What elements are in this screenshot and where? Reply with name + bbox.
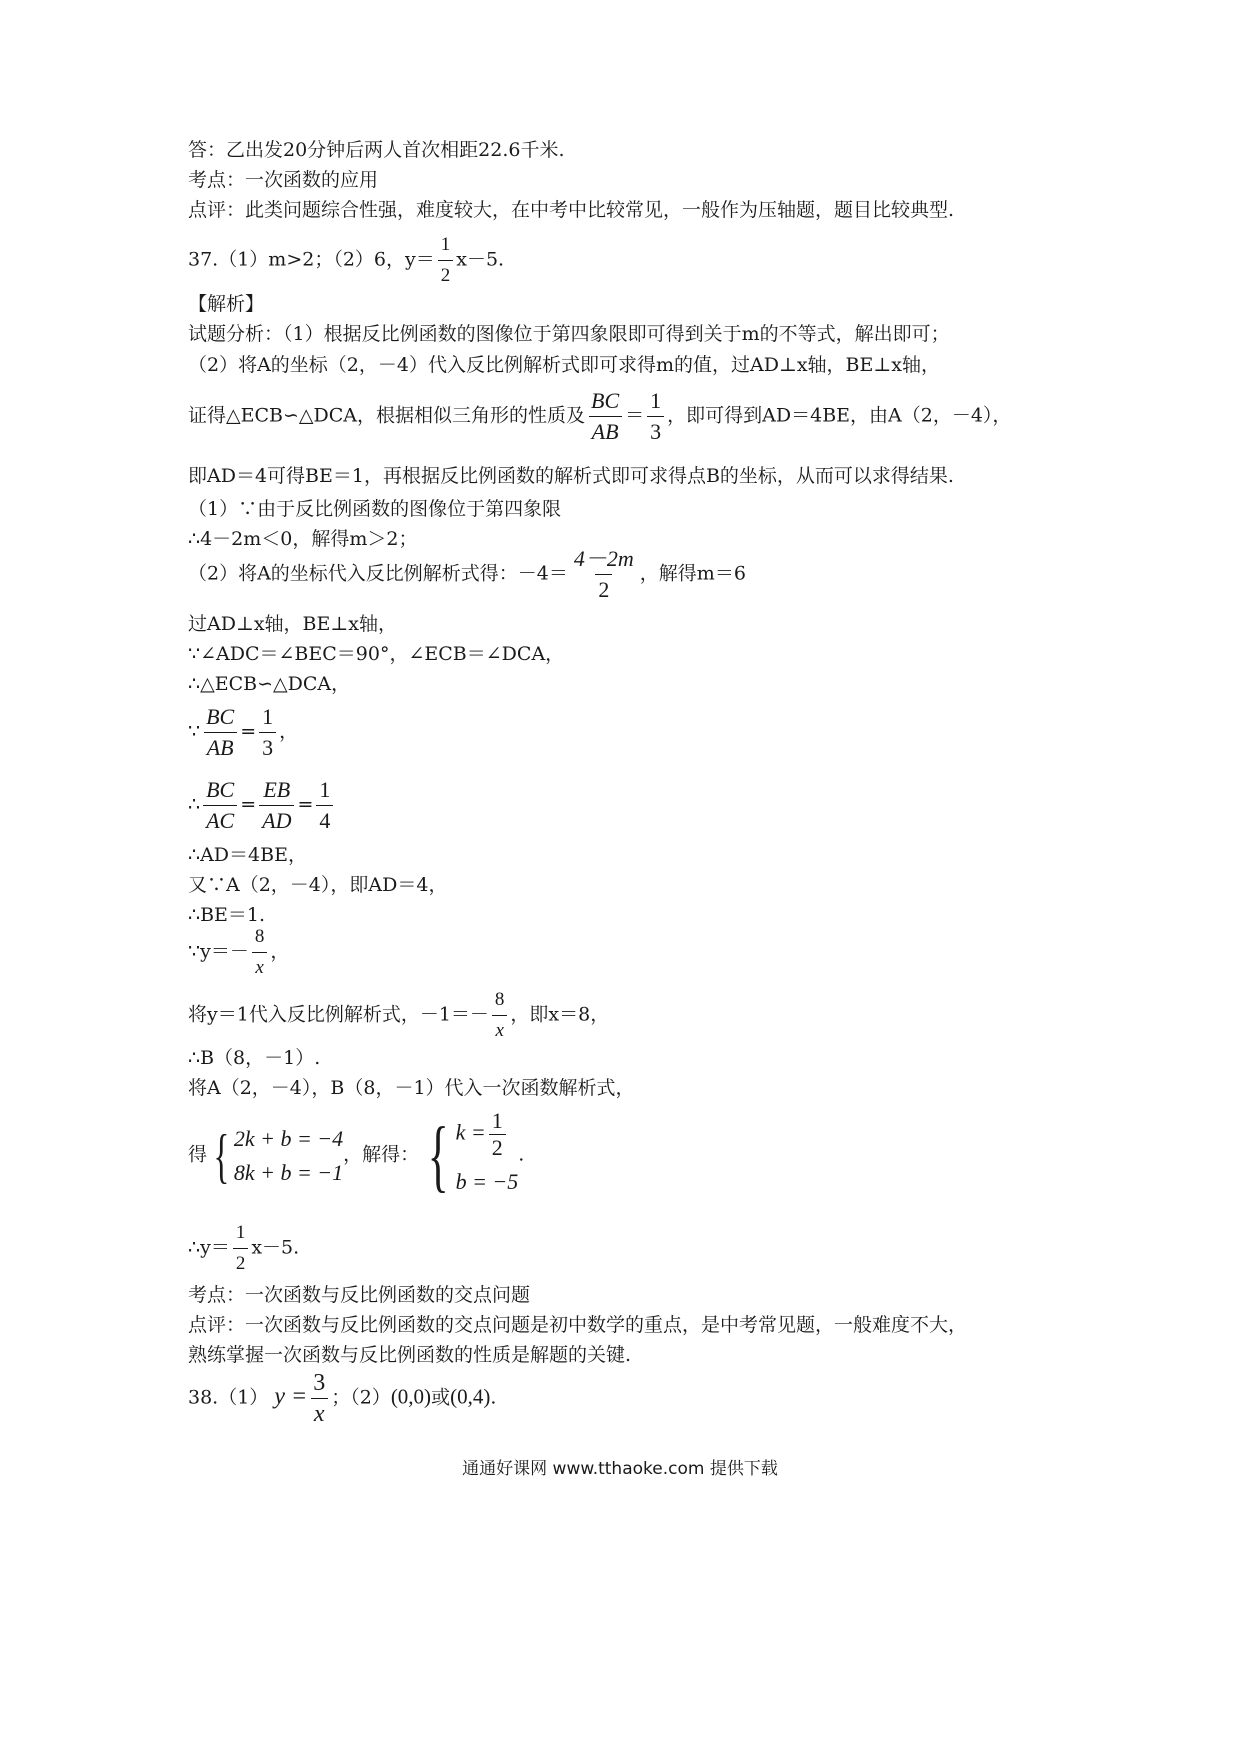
fraction-3-x [310, 1368, 328, 1429]
denominator: 2 [233, 1248, 249, 1279]
numerator: 1 [319, 777, 331, 802]
brace: { [427, 1111, 449, 1200]
point-1: (0,0) [390, 1384, 432, 1409]
denominator: AB [589, 416, 622, 447]
equals: = [240, 720, 257, 743]
denominator: 4 [316, 805, 333, 836]
equation-2: 8k + b = −1 [233, 1159, 344, 1185]
denominator: x [492, 1015, 506, 1046]
point-2: (0,4) [450, 1384, 491, 1409]
numerator: BC [206, 777, 235, 802]
fraction-bc-ab [588, 386, 622, 447]
denominator: 3 [647, 416, 664, 447]
solution-text-end: ，即x＝8， [510, 1003, 610, 1026]
q38-text: 38.（1） [188, 1386, 269, 1409]
fraction-one-third [647, 386, 664, 447]
solution-text: （2）将A的坐标代入反比例解析式得：－4＝ [188, 562, 568, 585]
kaodian-line-2: 考点：一次函数与反比例函数的交点问题 [188, 1284, 531, 1306]
q37-answer [188, 230, 504, 291]
denominator: x [252, 952, 266, 983]
dianping-line: 点评：此类问题综合性强，难度较大，在中考中比较常见，一般作为压轴题，题目比较典型. [188, 199, 955, 221]
q37-text: 37.（1）m>2；（2）6，y＝ [188, 248, 435, 271]
solution-b: b = −5 [455, 1169, 519, 1194]
solution-text-end: x－5. [251, 1236, 300, 1259]
solution-line-16 [188, 1108, 524, 1203]
q37-text-end: x－5. [456, 248, 505, 271]
fraction-bc-ab [203, 702, 237, 763]
or-word: 或 [431, 1386, 451, 1409]
fraction-half [233, 1218, 249, 1279]
equation-1: 2k + b = −4 [233, 1125, 344, 1151]
numerator: 8 [254, 926, 265, 947]
fraction-bc-ac [203, 775, 237, 836]
solution-line-5: ∵∠ADC＝∠BEC＝90°，∠ECB＝∠DCA， [188, 643, 565, 665]
fraction-half [438, 230, 454, 291]
brace: { [213, 1122, 230, 1189]
solution-line-6: ∴△ECB∽△DCA， [188, 673, 351, 695]
solution-line-3 [188, 544, 746, 605]
solution-line-10: 又∵A（2，－4），即AD＝4， [188, 874, 448, 896]
solution-text-mid: ，解得： [343, 1143, 420, 1166]
fraction-8-x [492, 985, 508, 1046]
denominator: 2 [595, 574, 612, 605]
fraction-half [489, 1108, 506, 1161]
equals: = [240, 793, 257, 816]
equals: ＝ [625, 404, 645, 427]
denominator: AD [259, 805, 294, 836]
fraction-4-2m [571, 544, 637, 605]
solution-line-15: 将A（2，－4），B（8，－1）代入一次函数解析式， [188, 1077, 635, 1099]
kaodian-line: 考点：一次函数的应用 [188, 169, 379, 191]
k-label: k = [455, 1119, 486, 1145]
dianping-line-2: 点评：一次函数与反比例函数的交点问题是初中数学的重点，是中考常见题，一般难度不大， [188, 1314, 968, 1336]
solution-line-4: 过AD⊥x轴，BE⊥x轴， [188, 613, 397, 635]
numerator: 1 [650, 388, 662, 413]
denominator: x [311, 1398, 328, 1429]
analysis-text: 证得△ECB∽△DCA，根据相似三角形的性质及 [188, 404, 586, 427]
numerator: EB [263, 777, 291, 802]
fraction-one-third [259, 702, 276, 763]
numerator: BC [591, 388, 620, 413]
solution-text: 将y＝1代入反比例解析式，－1＝－ [188, 1003, 489, 1026]
jiexi-heading: 【解析】 [188, 293, 265, 315]
fraction-eb-ad [259, 775, 294, 836]
period: . [518, 1143, 525, 1166]
answer-line: 答：乙出发20分钟后两人首次相距22.6千米. [188, 139, 565, 161]
q38-answer [188, 1368, 496, 1429]
fraction-8-x [252, 922, 268, 983]
solution-text: 得 [188, 1143, 208, 1166]
denominator: 2 [438, 260, 454, 291]
solution-line-8 [188, 775, 336, 836]
solution-line-2: ∴4－2m＜0，解得m＞2； [188, 528, 418, 550]
footer: 通通好课网 www.tthaoke.com 提供下载 [462, 1459, 778, 1479]
numerator: 3 [313, 1370, 326, 1396]
equals: = [297, 793, 314, 816]
comma: ， [279, 720, 299, 743]
comma: ， [270, 940, 290, 963]
q38-text-mid: ；（2） [331, 1386, 391, 1409]
solution-text: ∴y＝ [188, 1236, 230, 1259]
equation-system [207, 1122, 343, 1190]
solution-line-1: （1）∵由于反比例函数的图像位于第四象限 [188, 498, 562, 520]
solution-line-9: ∴AD＝4BE， [188, 844, 307, 866]
dianping-line-3: 熟练掌握一次函数与反比例函数的性质是解题的关键. [188, 1344, 632, 1366]
solution-text: ∵y＝－ [188, 940, 249, 963]
analysis-line-2: （2）将A的坐标（2，－4）代入反比例解析式即可求得m的值，过AD⊥x轴，BE⊥x轴， [188, 354, 940, 376]
analysis-line-1: 试题分析：（1）根据反比例函数的图像位于第四象限即可得到关于m的不等式，解出即可； [188, 323, 950, 345]
because-sign: ∵ [188, 720, 201, 743]
solution-line-7 [188, 702, 298, 763]
numerator: 1 [235, 1222, 246, 1243]
numerator: 4－2m [573, 546, 634, 571]
analysis-line-3 [188, 386, 1011, 447]
solution-line-11: ∴BE＝1. [188, 904, 266, 926]
denominator: AC [203, 805, 237, 836]
numerator: BC [206, 704, 235, 729]
denominator: 3 [259, 732, 276, 763]
analysis-line-4: 即AD＝4可得BE＝1，再根据反比例函数的解析式即可求得点B的坐标，从而可以求得结果. [188, 465, 954, 487]
numerator: 1 [440, 234, 451, 255]
solution-line-14: ∴B（8，－1）. [188, 1047, 321, 1069]
solution-line-12 [188, 922, 289, 983]
solution-line-17 [188, 1218, 299, 1279]
solution-line-13 [188, 985, 609, 1046]
solution-text-end: ，解得m＝6 [639, 562, 746, 585]
solution-system [419, 1108, 518, 1203]
fraction-one-quarter [316, 775, 333, 836]
numerator: 1 [262, 704, 274, 729]
numerator: 1 [491, 1108, 503, 1133]
y-equals: y = [274, 1383, 308, 1410]
analysis-text-end: ，即可得到AD＝4BE，由A（2，－4）， [667, 404, 1012, 427]
solution-k [456, 1108, 519, 1161]
numerator: 8 [494, 989, 505, 1010]
period: . [490, 1386, 497, 1409]
therefore-sign: ∴ [188, 793, 201, 816]
denominator: 2 [489, 1134, 506, 1161]
denominator: AB [204, 732, 237, 763]
